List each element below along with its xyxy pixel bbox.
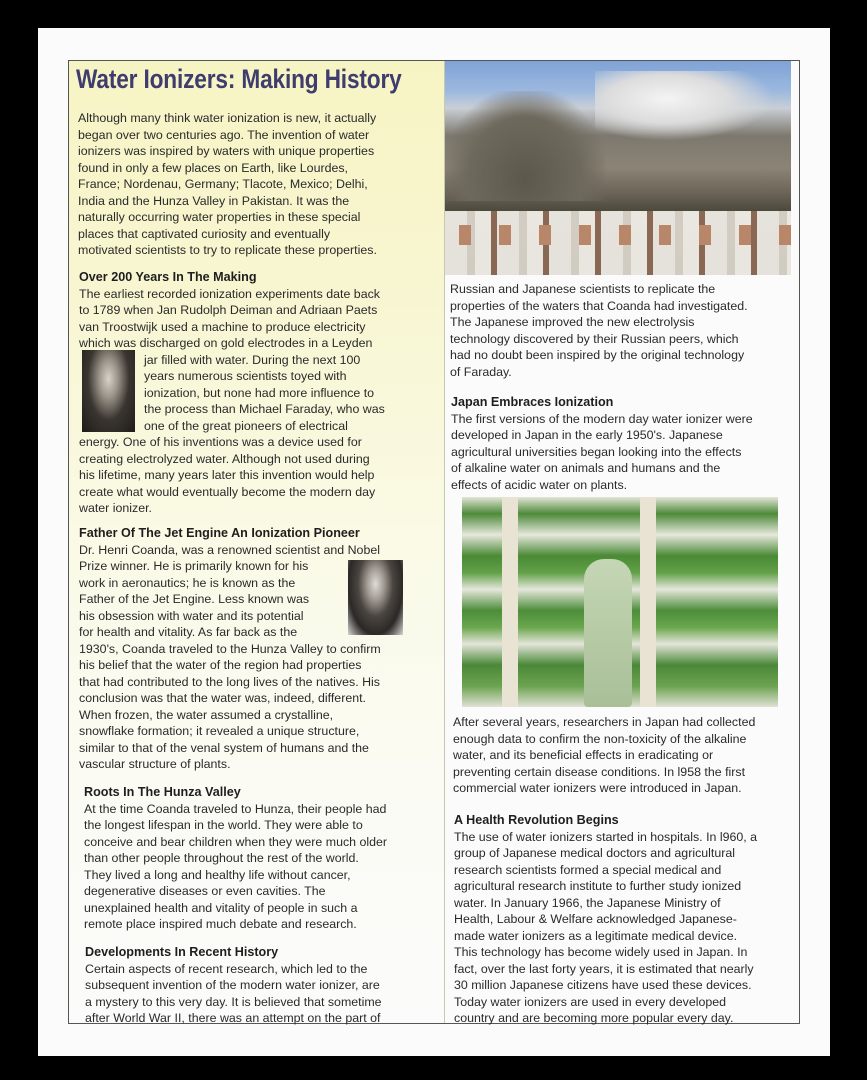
text-line: found in only a few places on Earth, like Lourdes, (78, 160, 349, 175)
text-line: commercial water ionizers were introduced in Japan. (453, 781, 742, 795)
text-line: group of Japanese medical doctors and agricultural (454, 846, 736, 860)
text-line: of alkaline water on animals and humans and the (451, 461, 721, 475)
text-line: degenerative diseases or even cavities. The (84, 884, 326, 898)
text-line: had no doubt been inspired by the original technology (450, 348, 745, 362)
section-heading: Father Of The Jet Engine An Ionization Pioneer (79, 526, 360, 540)
text-line: At the time Coanda traveled to Hunza, their people had (84, 801, 387, 816)
text-line: The use of water ionizers started in hospitals. In l960, a (454, 829, 758, 844)
text-line: agricultural universities began looking into the effects (451, 444, 742, 459)
text-line: The Japanese improved the new electrolysis (450, 315, 695, 329)
section-japan-embraces (451, 394, 753, 493)
text-line: Russian and Japanese scientists to replicate the (450, 282, 716, 296)
text-line: after World War II, there was an attempt on the part of (85, 1011, 381, 1025)
text-line: motivated scientists to try to replicate these properties. (78, 243, 377, 257)
text-line: remote place inspired much debate and research. (84, 917, 357, 931)
text-line: his lifetime, many years later this invention would help (79, 468, 375, 482)
text-line: conceive and bear children when they were much older (84, 834, 388, 849)
hunza-valley-people-photo (445, 61, 791, 275)
text-line: ionization, but none had more influence to (144, 385, 375, 400)
text-line: create what would eventually become the modern day (79, 484, 376, 499)
text-line: the longest lifespan in the world. They were able to (84, 818, 363, 832)
text-line: a mystery to this very day. It is believed that sometime (85, 994, 382, 1009)
text-line: which was discharged on gold electrodes in a Leyden (79, 336, 373, 350)
section-heading: A Health Revolution Begins (454, 813, 619, 827)
text-line: places that captivated curiosity and eventually (78, 226, 331, 241)
coanda-portrait-image (348, 560, 403, 635)
section-health-revolution (454, 812, 757, 1027)
text-line: When frozen, the water assumed a crystalline, (79, 707, 334, 722)
section-recent-history (85, 944, 382, 1027)
section-heading: Roots In The Hunza Valley (84, 785, 241, 799)
section-heading: Japan Embraces Ionization (451, 395, 614, 409)
text-line: energy. One of his inventions was a device used for (79, 435, 362, 449)
text-line: work in aeronautics; he is known as the (79, 575, 296, 590)
text-line: water. In January 1966, the Japanese Ministry of (454, 895, 721, 910)
text-line: of Faraday. (450, 364, 512, 379)
text-line: to 1789 when Jan Rudolph Deiman and Adriaan Paets (79, 303, 378, 317)
section-continued (450, 281, 748, 380)
text-line: effects of acidic water on plants. (451, 477, 628, 492)
text-line: van Troostwijk used a machine to produce electricity (79, 319, 366, 334)
page-title: Water Ionizers: Making History (76, 64, 402, 94)
text-line: vascular structure of plants. (79, 757, 231, 771)
text-line: years numerous scientists toyed with (144, 369, 347, 383)
text-line: This technology has become widely used in Japan. In (454, 945, 748, 959)
text-line: fact, over the last forty years, it is estimated that nearly (454, 961, 754, 976)
text-line: Today water ionizers are used in every developed (454, 994, 727, 1009)
text-line: research scientists formed a special medical and (454, 862, 722, 877)
section-heading: Over 200 Years In The Making (79, 270, 257, 284)
text-line: than other people throughout the rest of the world. (84, 851, 359, 865)
faraday-portrait-image (82, 350, 135, 432)
text-line: France; Nordenau, Germany; Tlacote, Mexico; Delhi, (78, 177, 368, 191)
text-line: began over two centuries ago. The invention of water (78, 127, 370, 142)
text-line: country and are becoming more popular every day. (454, 1011, 734, 1025)
text-line: made water ionizers as a legitimate medical device. (454, 928, 738, 943)
text-line: Health, Labour & Welfare acknowledged Japanese- (454, 912, 737, 926)
text-line: Prize winner. He is primarily known for his (79, 559, 309, 573)
text-line: the process than Michael Faraday, who was (144, 402, 385, 416)
text-line: After several years, researchers in Japan had collected (453, 715, 756, 729)
text-line: Father of the Jet Engine. Less known was (79, 592, 310, 606)
text-line: technology discovered by their Russian peers, which (450, 331, 739, 346)
text-line: India and the Hunza Valley in Pakistan. It was the (78, 193, 350, 208)
text-line: unexplained health and vitality of people in such a (84, 900, 358, 915)
text-line: water, and its beneficial effects in eradicating or (453, 748, 714, 762)
text-line: subsequent invention of the modern water ionizer, are (85, 978, 380, 992)
text-line: Although many think water ionization is new, it actually (78, 111, 377, 125)
text-line: They lived a long and healthy life without cancer, (84, 867, 351, 882)
text-line: jar filled with water. During the next 100 (144, 352, 361, 367)
text-line: naturally occurring water properties in these special (78, 210, 361, 224)
section-after-several-years (453, 714, 755, 797)
text-line: The first versions of the modern day water ionizer were (451, 411, 753, 426)
text-line: his obsession with water and its potential (79, 608, 304, 623)
text-line: developed in Japan in the early 1950's. Japanese (451, 428, 723, 442)
text-line: Dr. Henri Coanda, was a renowned scientist and Nobel (79, 542, 380, 557)
text-line: similar to that of the venal system of humans and the (79, 740, 369, 755)
text-line: conclusion was that the water was, indeed, different. (79, 691, 366, 705)
text-line: agricultural research institute to further study ionized (454, 879, 742, 893)
text-line: 1930's, Coanda traveled to the Hunza Valley to confirm (79, 641, 381, 656)
text-line: enough data to confirm the non-toxicity of the alkaline (453, 731, 747, 746)
text-line: creating electrolyzed water. Although not used during (79, 451, 370, 466)
text-line: preventing certain disease conditions. In l958 the first (453, 764, 746, 779)
text-line: properties of the waters that Coanda had investigated. (450, 298, 748, 313)
text-line: water ionizer. (79, 501, 153, 515)
section-coanda (79, 525, 381, 773)
section-hunza-valley (84, 784, 387, 933)
hydroponic-farm-photo (462, 497, 778, 707)
text-line: 30 million Japanese citizens have used these devices. (454, 978, 752, 992)
text-line: one of the great pioneers of electrical (144, 418, 348, 433)
text-line: snowflake formation; it revealed a unique structure, (79, 724, 360, 738)
text-line: The earliest recorded ionization experiments date back (79, 286, 380, 301)
text-line: his belief that the water of the region had properties (79, 658, 362, 672)
intro-section (78, 110, 377, 259)
text-line: for health and vitality. As far back as the (79, 625, 298, 639)
text-line: that had contributed to the long lives of the natives. His (79, 674, 380, 689)
section-heading: Developments In Recent History (85, 945, 279, 959)
text-line: ionizers was inspired by waters with unique properties (78, 144, 375, 158)
text-line: Certain aspects of recent research, which led to the (85, 961, 368, 976)
